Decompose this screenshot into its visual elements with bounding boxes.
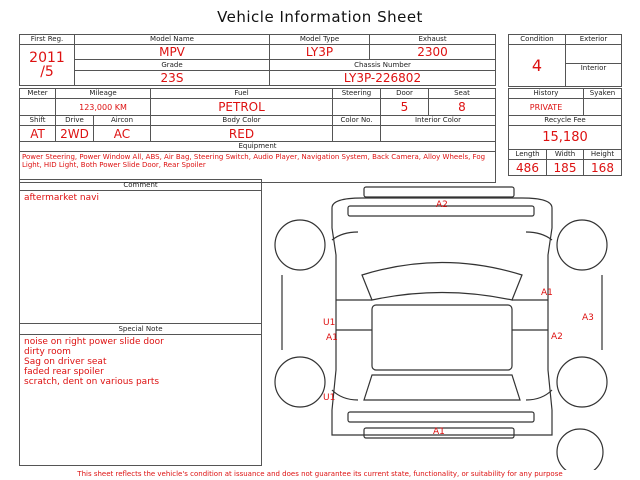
height-value: 168 — [584, 160, 622, 176]
damage-mark-right-rear: A2 — [551, 332, 563, 342]
damage-mark-right-rear-top: A3 — [582, 313, 594, 323]
vehicle-header-table — [19, 34, 496, 86]
shift-value: AT — [20, 126, 56, 142]
rear-window-outline — [364, 375, 520, 400]
first-reg-label: First Reg. — [20, 35, 75, 45]
length-value: 486 — [509, 160, 547, 176]
syaken-label: Syaken — [584, 89, 622, 99]
model-name-value: MPV — [75, 45, 270, 60]
first-reg-month: /5 — [40, 64, 54, 80]
color-no-label: Color No. — [333, 116, 381, 126]
drive-label: Drive — [56, 116, 94, 126]
meter-label: Meter — [20, 89, 56, 99]
recycle-fee-value: 15,180 — [509, 126, 622, 150]
spare-wheel — [557, 429, 603, 470]
fuel-value: PETROL — [151, 99, 333, 116]
roof-outline — [372, 305, 512, 370]
comment-box — [19, 179, 262, 324]
damage-mark-front: A2 — [436, 200, 448, 210]
exhaust-label: Exhaust — [370, 35, 496, 45]
seat-label: Seat — [429, 89, 496, 99]
condition-label: Condition — [509, 35, 566, 45]
wheel-rear-left — [275, 357, 325, 407]
width-label: Width — [547, 150, 584, 160]
interior-color-label: Interior Color — [381, 116, 496, 126]
special-note-text: noise on right power slide door dirty room Sag on driver seat faded rear spoiler scratch, dent on various parts — [24, 337, 164, 387]
color-no-value — [333, 126, 381, 142]
height-label: Height — [584, 150, 622, 160]
steering-label: Steering — [333, 89, 381, 99]
chassis-number-label: Chassis Number — [270, 60, 496, 70]
chassis-number-value: LY3P-226802 — [270, 70, 496, 85]
body-color-value: RED — [151, 126, 333, 142]
comment-label: Comment — [20, 180, 261, 191]
body-color-label: Body Color — [151, 116, 333, 126]
damage-mark-rear: A1 — [433, 427, 445, 437]
equipment-label: Equipment — [20, 142, 496, 152]
first-reg-value — [20, 45, 75, 86]
exhaust-value: 2300 — [370, 45, 496, 60]
history-table — [508, 88, 622, 176]
special-note-label: Special Note — [20, 324, 261, 335]
seat-value: 8 — [429, 99, 496, 116]
condition-table — [508, 34, 622, 87]
width-value: 185 — [547, 160, 584, 176]
fuel-label: Fuel — [151, 89, 333, 99]
grade-value: 23S — [75, 70, 270, 85]
aircon-value: AC — [94, 126, 151, 142]
damage-mark-right-front: A1 — [541, 288, 553, 298]
door-value: 5 — [381, 99, 429, 116]
model-type-value: LY3P — [270, 45, 370, 60]
aircon-label: Aircon — [94, 116, 151, 126]
disclaimer-footer: This sheet reflects the vehicle's condition at issuance and does not guarantee its current state, functionality, or suitability for any purpose — [77, 470, 563, 478]
model-type-label: Model Type — [270, 35, 370, 45]
interior-color-value — [381, 126, 496, 142]
shift-label: Shift — [20, 116, 56, 126]
drive-value: 2WD — [56, 126, 94, 142]
length-label: Length — [509, 150, 547, 160]
damage-mark-left-lower-u1: U1 — [323, 393, 336, 403]
damage-mark-left-a1: A1 — [326, 333, 338, 343]
rear-deck-outline — [348, 412, 534, 422]
first-reg-year: 2011 — [29, 50, 65, 66]
damage-mark-left-u1: U1 — [323, 318, 336, 328]
mileage-value: 123,000 KM — [56, 99, 151, 116]
steering-value — [333, 99, 381, 116]
history-value: PRIVATE — [509, 99, 584, 116]
syaken-value — [584, 99, 622, 116]
windshield-outline — [362, 263, 522, 301]
exterior-value — [566, 45, 622, 64]
wheel-rear-right — [557, 357, 607, 407]
special-note-box — [19, 323, 262, 466]
interior-label: Interior — [566, 64, 622, 87]
recycle-fee-label: Recycle Fee — [509, 116, 622, 126]
wheel-front-right — [557, 220, 607, 270]
exterior-label: Exterior — [566, 35, 622, 45]
history-label: History — [509, 89, 584, 99]
equipment-cell — [20, 152, 496, 183]
model-name-label: Model Name — [75, 35, 270, 45]
sheet-title: Vehicle Information Sheet — [217, 8, 423, 26]
front-bumper-outline — [364, 187, 514, 197]
equipment-text: Power Steering, Power Window All, ABS, Air Bag, Steering Switch, Audio Player, Navigation System, Back Camera, Alloy Wheels, Fog Light, HID Light, Both Power Slide Door, Rear Spoiler — [22, 153, 486, 169]
vehicle-detail-table — [19, 88, 496, 183]
meter-value — [20, 99, 56, 116]
wheel-front-left — [275, 220, 325, 270]
condition-value: 4 — [509, 45, 566, 87]
mileage-label: Mileage — [56, 89, 151, 99]
grade-label: Grade — [75, 60, 270, 70]
door-label: Door — [381, 89, 429, 99]
comment-text: aftermarket navi — [24, 193, 99, 203]
